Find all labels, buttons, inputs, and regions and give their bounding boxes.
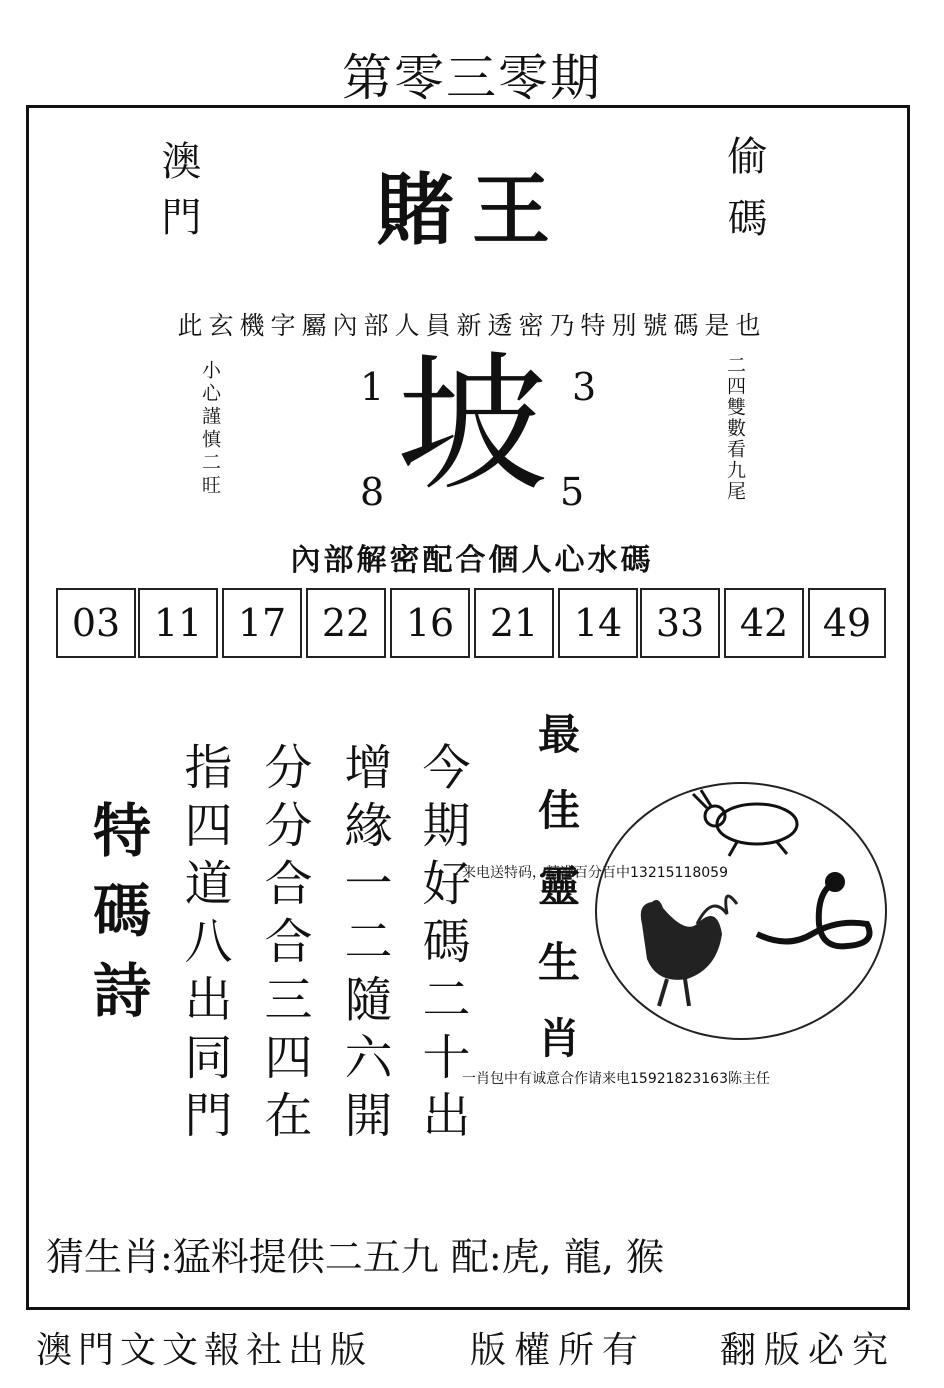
riddle-character: 坡	[396, 338, 547, 512]
code-row	[56, 588, 886, 658]
poem-line-3: 分分合合三四在	[256, 742, 312, 1148]
number-bottom-left: 8	[360, 470, 385, 514]
number-top-left: 1	[360, 365, 385, 409]
description: 此玄機字屬內部人員新透密乃特別號碼是也	[177, 311, 767, 340]
footer-rights: 版權所有	[470, 1330, 647, 1371]
zodiac-circle	[595, 782, 887, 1040]
zodiac-drawing	[597, 784, 889, 1042]
snake-icon	[757, 875, 870, 946]
best-zodiac-label: 最佳靈生肖	[532, 712, 581, 1092]
right-label: 偷碼	[721, 135, 767, 259]
code-box: 49	[808, 588, 886, 658]
code-box: 03	[56, 588, 136, 658]
subtitle: 內部解密配合個人心水碼	[290, 543, 654, 578]
code-box: 42	[724, 588, 804, 658]
left-label: 澳門	[155, 140, 201, 252]
code-box: 11	[138, 588, 218, 658]
right-hint: 二四雙數看九尾	[724, 355, 746, 502]
code-box: 14	[558, 588, 638, 658]
footer-warning: 翻版必究	[720, 1330, 897, 1371]
main-title: 賭王	[375, 165, 568, 256]
code-box: 22	[306, 588, 386, 658]
footer-publisher: 澳門文文報社出版	[36, 1330, 373, 1371]
guess-zodiac: 猜生肖:猛料提供二五九 配:虎, 龍, 猴	[46, 1235, 665, 1279]
issue-number: 第零三零期	[342, 49, 602, 107]
code-box: 21	[474, 588, 554, 658]
code-box: 16	[390, 588, 470, 658]
promo-overlay-1: 来电送特码，精准百分百中13215118059	[462, 865, 728, 881]
left-hint: 小心謹慎二旺	[199, 360, 221, 498]
poem-line-2: 增緣一二隨六開	[336, 742, 392, 1148]
code-box: 33	[640, 588, 720, 658]
rabbit-icon	[693, 790, 797, 856]
number-top-right: 3	[572, 365, 597, 409]
promo-overlay-2: 一肖包中有诚意合作请来电15921823163陈主任	[462, 1071, 770, 1087]
footer	[0, 1322, 944, 1371]
poem-line-4: 指四道八出同門	[176, 742, 232, 1148]
poem-line-1: 今期好碼二十出	[414, 742, 470, 1148]
code-box: 17	[222, 588, 302, 658]
number-bottom-right: 5	[560, 470, 585, 514]
poem-title: 特碼詩	[83, 800, 151, 1040]
rooster-icon	[641, 896, 737, 1006]
